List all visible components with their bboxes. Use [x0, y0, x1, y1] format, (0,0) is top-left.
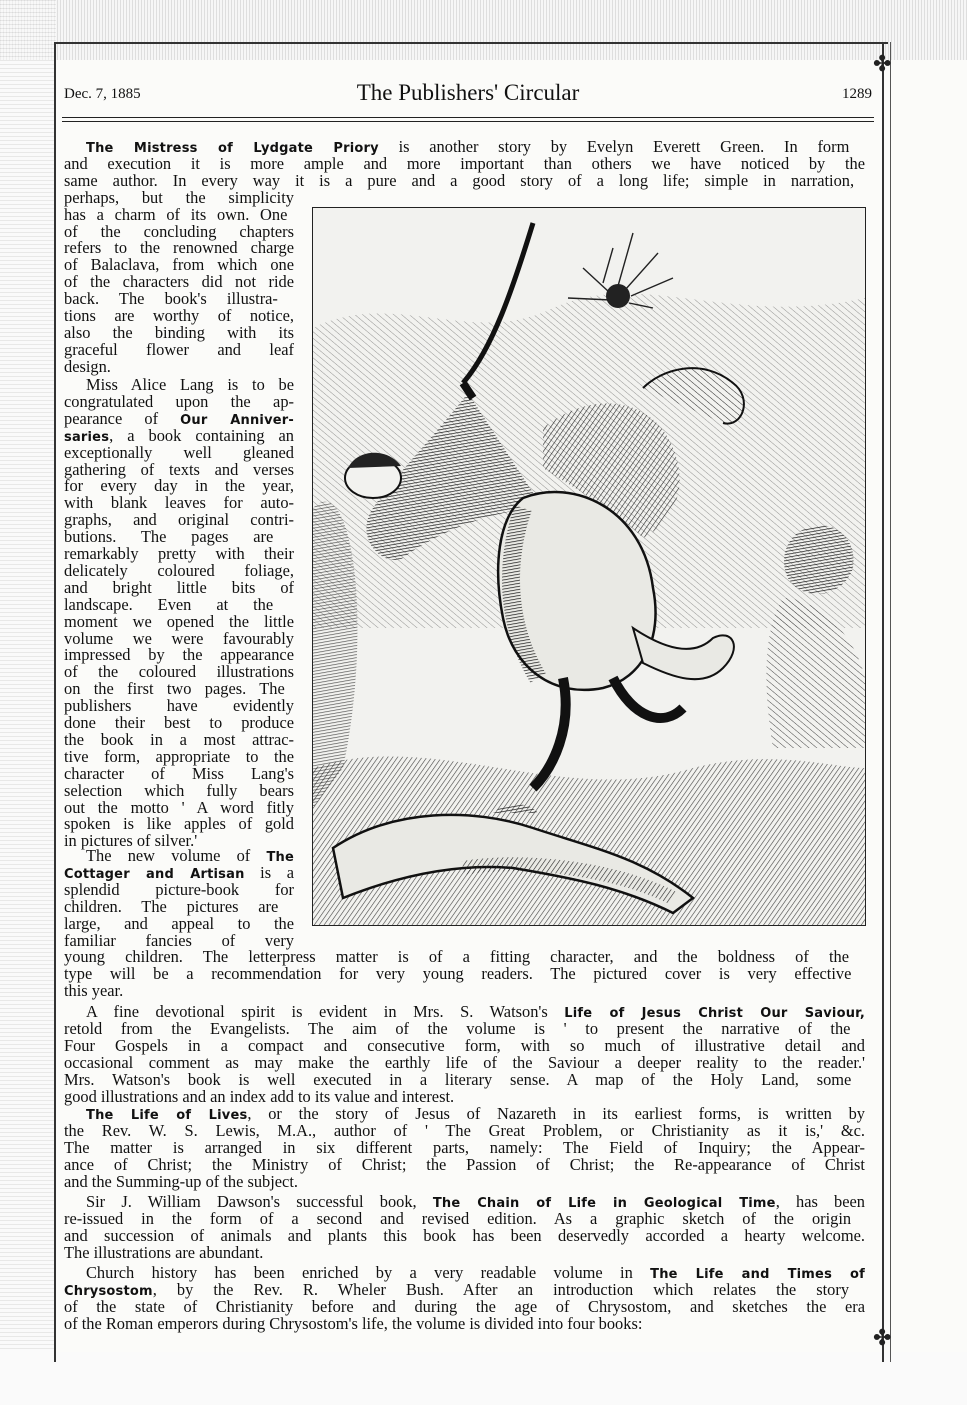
text-line [64, 1071, 865, 1088]
text-line [64, 545, 294, 562]
text-line [64, 932, 294, 949]
text-line [64, 528, 294, 545]
line-text: graphs, and original contri- [64, 510, 294, 530]
book-title: The Chain of Life in Geological Time [432, 1196, 776, 1211]
line-text: large, and appeal to the [64, 913, 294, 933]
text-line [64, 1173, 865, 1190]
border-rule-right [882, 42, 891, 1362]
line-text: Mrs. Watson's book is well executed in a literary sense. A map of the Holy Land, some [64, 1069, 852, 1089]
line-text: out the motto ' A word fitly [64, 797, 294, 817]
line-text: gathering of texts and verses [64, 459, 294, 479]
text-line [64, 1244, 865, 1261]
book-title: The Life and Times of [650, 1267, 865, 1282]
line-text: impressed by the appearance [64, 645, 294, 665]
line-text: Sir J. William Dawson's successful book, [86, 1192, 433, 1211]
line-text: in pictures of silver.' [64, 831, 198, 851]
text-line [64, 680, 294, 697]
line-text: A fine devotional spirit is evident in Mrs. S. Watson's [86, 1002, 565, 1021]
line-text: of the coloured illustrations [64, 662, 294, 682]
text-line [64, 663, 294, 680]
text-line [64, 630, 294, 647]
line-text: type will be a recommendation for very young readers. The pictured cover is very effective [64, 964, 852, 984]
line-text: on the first two pages. The [64, 679, 285, 699]
text-line [64, 1298, 865, 1315]
line-text: familiar fancies of very [64, 930, 294, 950]
text-line [64, 697, 294, 714]
text-line [64, 799, 294, 816]
border-rule-left [54, 42, 60, 1362]
line-text: volume we were favourably [64, 628, 294, 648]
line-text: for every day in the year, [64, 476, 294, 496]
text-line [64, 393, 294, 410]
text-line [64, 494, 294, 511]
text-line [64, 782, 294, 799]
line-text: of the Roman emperors during Chrysostom's life, the volume is divided into four books: [64, 1313, 643, 1333]
text-line [64, 239, 294, 256]
text-line [64, 1054, 865, 1071]
line-text: delicately coloured foliage, [64, 560, 294, 580]
line-text: good illustrations and an index add to its value and interest. [64, 1086, 455, 1106]
text-line [64, 898, 294, 915]
text-line [64, 815, 294, 832]
line-text: selection which fully bears [64, 780, 294, 800]
line-text: publishers have evidently [64, 696, 294, 716]
text-line [64, 189, 294, 206]
corner-ornament-icon: ✤ [873, 52, 892, 77]
text-line [64, 444, 294, 461]
masthead-title: The Publishers' Circular [356, 80, 580, 105]
line-text: of the state of Christianity before and during the age of Chrysostom, and sketches the era [64, 1296, 865, 1316]
line-text: splendid picture-book for [64, 879, 294, 899]
line-text: butions. The pages are [64, 527, 274, 547]
line-text: of the concluding chapters [64, 221, 294, 241]
text-line [64, 307, 294, 324]
text-line [64, 358, 294, 375]
book-title: The Life of Lives [86, 1108, 248, 1123]
text-line [64, 477, 294, 494]
text-line [64, 206, 294, 223]
line-text: occasional comment as may make the earthly life of the Saviour a deeper reality to the reader.' [64, 1052, 865, 1072]
text-line [64, 461, 294, 478]
line-text: retold from the Evangelists. The aim of the volume is ' to present the narrative of the [64, 1018, 851, 1038]
book-title: Our Anniver- [180, 412, 294, 428]
line-text: The matter is arranged in six different parts, namely: The Field of Inquiry; the Appear- [64, 1137, 865, 1157]
line-text: perhaps, but the simplicity [64, 187, 294, 207]
line-text: the Rev. W. S. Lewis, M.A., author of ' The Great Problem, or Christianity as it is,' &c. [64, 1120, 865, 1140]
line-text: The new volume of [86, 846, 267, 865]
line-text: , by the Rev. R. Wheler Bush. After an introduction which relates the story [152, 1279, 850, 1299]
text-line [64, 562, 294, 579]
line-text: tive form, appropriate to the [64, 746, 294, 766]
line-text: re-issued in the form of a second and revised edition. As a graphic sketch of the origin [64, 1208, 852, 1228]
text-line [64, 948, 865, 965]
line-text: Four Gospels in a compact and consecutive form, with so much of illustrative detail and [64, 1035, 865, 1055]
line-text: The illustrations are abundant. [64, 1242, 264, 1262]
line-text: and bright little bits of [64, 577, 294, 597]
text-line [64, 341, 294, 358]
line-text: tions are worthy of notice, [64, 306, 294, 325]
line-text: has a charm of its own. One [64, 204, 288, 224]
line-text: the book in a most attrac- [64, 729, 294, 749]
line-text: also the binding with its [64, 322, 294, 342]
line-text: Miss Alice Lang is to be [86, 375, 294, 394]
text-line [64, 579, 294, 596]
book-title: The [266, 850, 294, 865]
text-line [64, 511, 294, 528]
book-title: saries [64, 429, 110, 445]
header-rule [62, 117, 874, 118]
text-line [64, 1037, 865, 1054]
book-title: The Mistress of Lydgate Priory [86, 141, 379, 156]
scan-noise-left [0, 0, 56, 1405]
text-line [64, 1020, 865, 1037]
border-rule-top [56, 42, 888, 44]
line-text: landscape. Even at the [64, 594, 274, 614]
text-line [64, 1210, 865, 1227]
corner-ornament-icon: ✤ [873, 1326, 892, 1351]
line-text: refers to the renowned charge [64, 238, 294, 258]
line-text: graceful flower and leaf [64, 339, 294, 359]
line-text: , has been [775, 1192, 865, 1211]
line-text: young children. The letterpress matter is of a fitting character, and the boldness of the [64, 947, 849, 967]
line-text: design. [64, 356, 111, 376]
line-text: pearance of [64, 408, 181, 428]
line-text: this year. [64, 981, 124, 1001]
book-title: Cottager and Artisan [64, 866, 245, 882]
line-text: ance of Christ; the Ministry of Christ; the Passion of Christ; the Re-appearance of Christ [64, 1154, 865, 1174]
text-line [64, 1139, 865, 1156]
scan-margin-bottom [0, 1352, 967, 1405]
book-title: Chrysostom [64, 1283, 153, 1299]
line-text: of the characters did not ride [64, 272, 294, 292]
text-line [64, 646, 294, 663]
text-line [64, 290, 294, 307]
text-line [64, 1156, 865, 1173]
text-line [64, 731, 294, 748]
header-rule-double [62, 121, 874, 122]
text-line [64, 881, 294, 898]
engraving-cavalry-charge-icon [313, 208, 865, 925]
line-text: and succession of animals and plants this book has been deservedly accorded a hearty welcome. [64, 1225, 865, 1245]
text-line [64, 965, 865, 982]
text-line [64, 376, 294, 393]
issue-date: Dec. 7, 1885 [64, 86, 141, 102]
text-line [64, 1122, 865, 1139]
line-text: , or the story of Jesus of Nazareth in its earliest forms, is written by [247, 1104, 865, 1123]
text-line [64, 155, 865, 172]
text-line [64, 273, 294, 290]
text-line [64, 714, 294, 731]
text-line [64, 324, 294, 341]
book-title: Life of Jesus Christ Our Saviour, [564, 1006, 865, 1021]
text-line [64, 915, 294, 932]
line-text: remarkably pretty with their [64, 544, 294, 563]
scan-noise-top [0, 0, 967, 60]
line-text: children. The pictures are [64, 896, 279, 916]
text-line [64, 613, 294, 630]
line-text: done their best to produce [64, 713, 294, 732]
text-line [64, 256, 294, 273]
line-text: and the Summing-up of the subject. [64, 1171, 298, 1191]
line-text: of Balaclava, from which one [64, 255, 294, 275]
line-text: with blank leaves for auto- [64, 493, 294, 513]
line-text: congratulated upon the ap- [64, 391, 294, 411]
text-line [64, 1315, 865, 1332]
text-line [64, 1227, 865, 1244]
line-text: is another story by Evelyn Everett Green. In form [378, 137, 850, 156]
line-text: character of Miss Lang's [64, 763, 294, 783]
line-text: Church history has been enriched by a very readable volume in [86, 1263, 651, 1282]
text-line [64, 596, 294, 613]
line-text: , a book containing an [109, 425, 294, 445]
text-line [64, 748, 294, 765]
page-header [64, 80, 872, 110]
line-text: same author. In every way it is a pure and a good story of a long life; simple in narration, [64, 170, 855, 190]
line-text: exceptionally well gleaned [64, 442, 294, 462]
text-line [64, 223, 294, 240]
text-line [64, 982, 865, 999]
page-number: 1289 [842, 86, 872, 102]
line-text: moment we opened the little [64, 611, 294, 631]
line-text: spoken is like apples of gold [64, 814, 294, 834]
engraving-illustration [312, 207, 866, 926]
line-text: is a [244, 862, 294, 882]
text-line [64, 172, 865, 189]
line-text: back. The book's illustra- [64, 289, 278, 309]
text-line [64, 1088, 865, 1105]
line-text: and execution it is more ample and more important than others we have noticed by the [64, 153, 865, 173]
text-line [64, 765, 294, 782]
